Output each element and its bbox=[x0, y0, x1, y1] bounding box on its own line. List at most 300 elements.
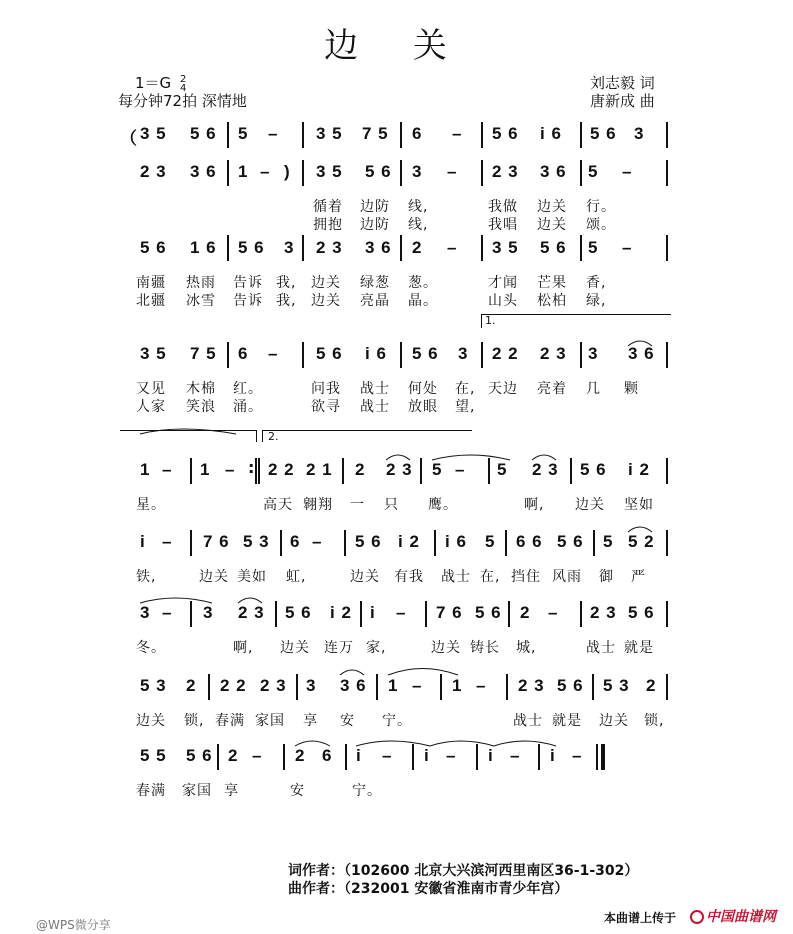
lyric-word: 松柏 bbox=[537, 293, 567, 309]
slur bbox=[356, 741, 430, 746]
note-group: 6 bbox=[238, 344, 249, 363]
lyric-word: 边关 bbox=[431, 640, 461, 656]
barline bbox=[666, 674, 668, 700]
lyric-word: 战士 bbox=[360, 381, 390, 397]
barline bbox=[283, 744, 285, 770]
note-group: 2 3 bbox=[260, 676, 287, 695]
note-group: 5 6 bbox=[186, 746, 213, 765]
note-group: 7 5 bbox=[362, 124, 389, 143]
lyric-word: 坚如 bbox=[624, 497, 654, 513]
note-group: 3 6 bbox=[540, 162, 567, 181]
note-group: – bbox=[452, 124, 463, 143]
note-group: 3 bbox=[140, 603, 151, 622]
lyric-word: 边防 bbox=[360, 217, 390, 233]
lyric-word: 挡住 bbox=[511, 569, 541, 585]
composer-address: 曲作者：（232001 安徽省淮南市青少年宫） bbox=[288, 881, 569, 897]
lyric-word: 只 bbox=[384, 497, 399, 513]
barline bbox=[580, 160, 582, 186]
volta-2-label: 2. bbox=[268, 430, 279, 443]
barline bbox=[570, 458, 572, 484]
note-group: 2 3 bbox=[238, 603, 265, 622]
lyric-word: 冬。 bbox=[136, 640, 166, 656]
lyric-word: 高天 bbox=[263, 497, 293, 513]
note-group: 5 bbox=[497, 460, 508, 479]
note-group: 5 6 bbox=[475, 603, 502, 622]
lyricist-credit: 刘志毅 词 bbox=[590, 74, 655, 92]
barline bbox=[538, 744, 540, 770]
barline bbox=[425, 601, 427, 627]
time-numerator: 2 bbox=[179, 73, 187, 85]
note-group: 2 3 bbox=[532, 460, 559, 479]
barline bbox=[400, 342, 402, 368]
note-group: i 6 bbox=[540, 124, 562, 143]
note-group: – bbox=[455, 460, 466, 479]
volta-2-line bbox=[262, 430, 472, 431]
lyric-word: 家国 bbox=[182, 783, 212, 799]
note-group: 1 6 bbox=[190, 238, 217, 257]
lyric-word: 啊, bbox=[524, 497, 545, 513]
note-group: 5 6 bbox=[140, 238, 167, 257]
upload-note: 本曲谱上传于 bbox=[604, 911, 677, 925]
slur bbox=[430, 741, 494, 746]
note-group: – bbox=[162, 603, 173, 622]
barline bbox=[481, 122, 483, 148]
note-group: 3 5 bbox=[316, 124, 343, 143]
note-group: 2 2 bbox=[492, 344, 519, 363]
lyric-word: 我唱 bbox=[488, 217, 518, 233]
lyric-word: 行。 bbox=[586, 199, 616, 215]
lyric-word: 亮着 bbox=[537, 381, 567, 397]
note-group: 2 3 bbox=[386, 460, 413, 479]
note-group: 6 bbox=[322, 746, 333, 765]
lyric-word: 天边 bbox=[488, 381, 518, 397]
page-title: 边 关 bbox=[324, 26, 469, 66]
lyric-word: 边关 bbox=[350, 569, 380, 585]
note-group: 5 bbox=[485, 532, 496, 551]
lyric-word: 边关 bbox=[537, 199, 567, 215]
lyric-word: 边关 bbox=[575, 497, 605, 513]
note-group: 5 bbox=[432, 460, 443, 479]
lyric-word: 边关 bbox=[311, 293, 341, 309]
barline bbox=[666, 601, 668, 627]
barline bbox=[344, 530, 346, 556]
note-group: 5 6 bbox=[365, 162, 392, 181]
note-group: 1 bbox=[140, 460, 151, 479]
barline bbox=[258, 458, 260, 484]
lyric-word: 边关 bbox=[311, 275, 341, 291]
barline bbox=[593, 530, 595, 556]
note-group: 3 6 bbox=[190, 162, 217, 181]
lyric-word: 何处 bbox=[408, 381, 438, 397]
note-group: 2 bbox=[520, 603, 531, 622]
barline bbox=[217, 744, 219, 770]
note-group: （ bbox=[120, 129, 138, 148]
lyric-word: 边关 bbox=[537, 217, 567, 233]
note-group: – bbox=[476, 676, 487, 695]
lyric-word: 涌。 bbox=[233, 399, 263, 415]
barline bbox=[580, 342, 582, 368]
note-group: – bbox=[446, 746, 457, 765]
lyric-word: 在, bbox=[480, 569, 501, 585]
note-group: 2 3 bbox=[590, 603, 617, 622]
barline bbox=[666, 342, 668, 368]
note-group: 1 bbox=[388, 676, 399, 695]
lyric-word: 铁, bbox=[136, 569, 157, 585]
lyric-word: 翱翔 bbox=[303, 497, 333, 513]
barline bbox=[360, 601, 362, 627]
lyric-word: 战士 bbox=[360, 399, 390, 415]
note-group: 2 3 bbox=[540, 344, 567, 363]
barline bbox=[666, 530, 668, 556]
barline bbox=[434, 530, 436, 556]
barline bbox=[302, 235, 304, 261]
lyric-word: 一 bbox=[350, 497, 365, 513]
note-group: – bbox=[268, 124, 279, 143]
barline bbox=[400, 160, 402, 186]
barline bbox=[592, 674, 594, 700]
note-group: – bbox=[548, 603, 559, 622]
note-group: 5 bbox=[588, 238, 599, 257]
note-group: 5 6 bbox=[557, 532, 584, 551]
barline bbox=[280, 530, 282, 556]
note-group: i bbox=[370, 603, 376, 622]
lyric-word: 亮晶 bbox=[360, 293, 390, 309]
lyric-word: 战士 bbox=[586, 640, 616, 656]
note-group: 2 3 bbox=[316, 238, 343, 257]
note-group: 7 5 bbox=[190, 344, 217, 363]
barline bbox=[580, 122, 582, 148]
lyric-word: 我做 bbox=[488, 199, 518, 215]
note-group: 5 3 bbox=[140, 676, 167, 695]
note-group: – bbox=[162, 460, 173, 479]
barline bbox=[400, 122, 402, 148]
note-group: 5 6 bbox=[557, 676, 584, 695]
note-group: 3 bbox=[634, 124, 645, 143]
note-group: 5 6 bbox=[412, 344, 439, 363]
note-group: – bbox=[268, 344, 279, 363]
barline bbox=[666, 160, 668, 186]
barline bbox=[488, 458, 490, 484]
lyric-word: 边关 bbox=[599, 713, 629, 729]
note-group: 3 6 bbox=[340, 676, 367, 695]
note-group: i 6 bbox=[365, 344, 387, 363]
note-group: i bbox=[488, 746, 494, 765]
barline bbox=[342, 458, 344, 484]
lyric-word: 线, bbox=[408, 199, 429, 215]
lyric-word: 家, bbox=[366, 640, 387, 656]
barline bbox=[580, 235, 582, 261]
note-group: – bbox=[225, 460, 236, 479]
lyric-word: 热雨 bbox=[186, 275, 216, 291]
note-group: 3 bbox=[203, 603, 214, 622]
note-group: – bbox=[622, 238, 633, 257]
composer-credit: 唐新成 曲 bbox=[590, 92, 655, 110]
note-group: 2 2 bbox=[220, 676, 247, 695]
volta-1-end-hook bbox=[256, 430, 257, 442]
lyric-word: 芒果 bbox=[537, 275, 567, 291]
note-group: i 6 bbox=[445, 532, 467, 551]
barline bbox=[275, 601, 277, 627]
barline bbox=[476, 744, 478, 770]
barline bbox=[481, 160, 483, 186]
note-group: 2 2 bbox=[268, 460, 295, 479]
lyric-word: 人家 bbox=[136, 399, 166, 415]
lyric-word: 才闻 bbox=[488, 275, 518, 291]
note-group: – bbox=[396, 603, 407, 622]
note-group: – bbox=[622, 162, 633, 181]
lyric-word: 铸长 bbox=[470, 640, 500, 656]
note-group: – bbox=[447, 162, 458, 181]
final-barline bbox=[601, 744, 605, 770]
note-group: 5 6 bbox=[238, 238, 265, 257]
volta-1-line bbox=[481, 314, 671, 315]
note-group: 5 bbox=[238, 124, 249, 143]
note-group: 2 bbox=[228, 746, 239, 765]
volta-1-label: 1. bbox=[485, 314, 496, 327]
note-group: 2 bbox=[412, 238, 423, 257]
lyric-word: 享 bbox=[303, 713, 318, 729]
lyric-word: 红。 bbox=[233, 381, 263, 397]
barline bbox=[400, 235, 402, 261]
note-group: i 2 bbox=[628, 460, 650, 479]
barline bbox=[227, 235, 229, 261]
slur bbox=[494, 741, 556, 746]
note-group: ) bbox=[284, 162, 291, 181]
note-group: – bbox=[260, 162, 271, 181]
slur bbox=[140, 598, 212, 603]
lyric-word: 告诉 bbox=[233, 293, 263, 309]
note-group: 6 bbox=[290, 532, 301, 551]
note-group: – bbox=[382, 746, 393, 765]
note-group: 7 6 bbox=[436, 603, 463, 622]
volta-2-hook bbox=[262, 430, 263, 442]
note-group: 3 bbox=[284, 238, 295, 257]
site-logo-icon bbox=[690, 910, 704, 924]
lyric-word: 晶。 bbox=[408, 293, 438, 309]
note-group: 2 bbox=[295, 746, 306, 765]
barline bbox=[296, 674, 298, 700]
note-group: 3 bbox=[412, 162, 423, 181]
barline bbox=[302, 342, 304, 368]
lyric-word: 安 bbox=[290, 783, 305, 799]
slur bbox=[340, 670, 364, 675]
note-group: 6 6 bbox=[516, 532, 543, 551]
repeat-dots: : bbox=[248, 458, 255, 477]
lyric-word: 颗 bbox=[624, 381, 639, 397]
lyric-word: 连万 bbox=[324, 640, 354, 656]
note-group: 5 6 bbox=[492, 124, 519, 143]
note-group: 5 2 bbox=[628, 532, 655, 551]
lyric-word: 就是 bbox=[552, 713, 582, 729]
note-group: 2 3 bbox=[140, 162, 167, 181]
note-group: i 2 bbox=[398, 532, 420, 551]
note-group: 5 3 bbox=[603, 676, 630, 695]
lyric-word: 锁, bbox=[184, 713, 205, 729]
site-logo-text: 中国曲谱网 bbox=[706, 909, 776, 925]
barline bbox=[440, 674, 442, 700]
barline bbox=[666, 458, 668, 484]
note-group: 5 6 bbox=[355, 532, 382, 551]
lyric-word: 绿葱 bbox=[360, 275, 390, 291]
barline bbox=[420, 458, 422, 484]
barline bbox=[505, 530, 507, 556]
note-group: 5 bbox=[603, 532, 614, 551]
note-group: 3 bbox=[458, 344, 469, 363]
lyric-word: 严 bbox=[631, 569, 646, 585]
lyric-word: 战士 bbox=[441, 569, 471, 585]
note-group: – bbox=[572, 746, 583, 765]
lyric-word: 拥抱 bbox=[313, 217, 343, 233]
barline bbox=[376, 674, 378, 700]
note-group: 2 1 bbox=[306, 460, 333, 479]
note-group: 5 5 bbox=[140, 746, 167, 765]
note-group: 3 6 bbox=[365, 238, 392, 257]
key-label: 1＝G bbox=[135, 74, 172, 92]
lyric-word: 放眼 bbox=[408, 399, 438, 415]
note-group: 3 5 bbox=[140, 124, 167, 143]
lyric-word: 我, bbox=[276, 275, 297, 291]
lyric-word: 美如 bbox=[237, 569, 267, 585]
wps-watermark: @WPS微分享 bbox=[36, 918, 111, 932]
barline bbox=[508, 601, 510, 627]
note-group: 5 3 bbox=[243, 532, 270, 551]
time-denominator: 4 bbox=[179, 82, 187, 94]
note-group: i bbox=[356, 746, 362, 765]
lyric-word: 啊, bbox=[233, 640, 254, 656]
barline bbox=[302, 160, 304, 186]
barline bbox=[481, 342, 483, 368]
lyric-word: 香, bbox=[586, 275, 607, 291]
barline bbox=[345, 744, 347, 770]
lyric-word: 战士 bbox=[513, 713, 543, 729]
lyric-word: 几 bbox=[586, 381, 601, 397]
barline bbox=[227, 160, 229, 186]
barline bbox=[596, 744, 598, 770]
site-logo bbox=[690, 906, 776, 926]
note-group: – bbox=[162, 532, 173, 551]
note-group: 1 bbox=[452, 676, 463, 695]
lyric-word: 虹, bbox=[286, 569, 307, 585]
barline bbox=[412, 744, 414, 770]
note-group: 5 6 bbox=[316, 344, 343, 363]
lyric-word: 享 bbox=[224, 783, 239, 799]
lyric-word: 家国 bbox=[255, 713, 285, 729]
note-group: 5 6 bbox=[285, 603, 312, 622]
lyric-word: 我, bbox=[276, 293, 297, 309]
lyric-word: 南疆 bbox=[136, 275, 166, 291]
note-group: 3 bbox=[306, 676, 317, 695]
lyric-word: 笑浪 bbox=[186, 399, 216, 415]
lyric-word: 问我 bbox=[311, 381, 341, 397]
note-group: 3 5 bbox=[316, 162, 343, 181]
note-group: 2 bbox=[186, 676, 197, 695]
lyric-word: 有我 bbox=[394, 569, 424, 585]
lyric-word: 风雨 bbox=[552, 569, 582, 585]
lyric-word: 颂。 bbox=[586, 217, 616, 233]
lyric-word: 鹰。 bbox=[428, 497, 458, 513]
note-group: i 2 bbox=[330, 603, 352, 622]
note-group: 3 bbox=[588, 344, 599, 363]
note-group: i bbox=[140, 532, 146, 551]
note-group: – bbox=[447, 238, 458, 257]
lyric-word: 木棉 bbox=[186, 381, 216, 397]
note-group: – bbox=[252, 746, 263, 765]
note-group: 1 bbox=[238, 162, 249, 181]
note-group: – bbox=[412, 676, 423, 695]
lyric-word: 御 bbox=[599, 569, 614, 585]
barline bbox=[190, 601, 192, 627]
lyric-word: 宁。 bbox=[382, 713, 412, 729]
barline bbox=[302, 122, 304, 148]
barline bbox=[481, 235, 483, 261]
lyric-word: 北疆 bbox=[136, 293, 166, 309]
lyric-word: 在, bbox=[455, 381, 476, 397]
note-group: 5 6 bbox=[190, 124, 217, 143]
barline bbox=[227, 342, 229, 368]
note-group: 5 6 bbox=[540, 238, 567, 257]
tempo-marking: 每分钟72拍 深情地 bbox=[118, 92, 247, 110]
lyric-word: 边防 bbox=[360, 199, 390, 215]
note-group: 2 bbox=[355, 460, 366, 479]
lyric-word: 山头 bbox=[488, 293, 518, 309]
lyric-word: 安 bbox=[340, 713, 355, 729]
lyric-word: 绿, bbox=[586, 293, 607, 309]
lyric-word: 锁, bbox=[644, 713, 665, 729]
lyricist-address: 词作者：（102600 北京大兴滨河西里南区36-1-302） bbox=[288, 863, 639, 879]
lyric-word: 欲寻 bbox=[311, 399, 341, 415]
barline bbox=[227, 122, 229, 148]
lyric-word: 春满 bbox=[136, 783, 166, 799]
note-group: 3 5 bbox=[492, 238, 519, 257]
note-group: 2 3 bbox=[518, 676, 545, 695]
lyric-word: 循着 bbox=[313, 199, 343, 215]
volta-1-end-line bbox=[120, 430, 257, 431]
lyric-word: 告诉 bbox=[233, 275, 263, 291]
note-group: i bbox=[550, 746, 556, 765]
slur bbox=[388, 669, 458, 676]
barline bbox=[255, 458, 257, 484]
lyric-word: 边关 bbox=[280, 640, 310, 656]
note-group: 3 6 bbox=[628, 344, 655, 363]
lyric-word: 冰雪 bbox=[186, 293, 216, 309]
lyric-word: 边关 bbox=[199, 569, 229, 585]
barline bbox=[506, 674, 508, 700]
note-group: i bbox=[424, 746, 430, 765]
lyric-word: 就是 bbox=[624, 640, 654, 656]
note-group: 5 6 bbox=[628, 603, 655, 622]
barline bbox=[190, 530, 192, 556]
barline bbox=[666, 235, 668, 261]
volta-1-hook bbox=[481, 314, 482, 328]
lyric-word: 又见 bbox=[136, 381, 166, 397]
lyric-word: 春满 bbox=[215, 713, 245, 729]
barline bbox=[208, 674, 210, 700]
barline bbox=[190, 458, 192, 484]
note-group: 2 3 bbox=[492, 162, 519, 181]
lyric-word: 城, bbox=[516, 640, 537, 656]
note-group: 5 6 bbox=[590, 124, 617, 143]
note-group: 5 bbox=[588, 162, 599, 181]
note-group: 1 bbox=[200, 460, 211, 479]
barline bbox=[666, 122, 668, 148]
note-group: – bbox=[312, 532, 323, 551]
note-group: 3 5 bbox=[140, 344, 167, 363]
note-group: – bbox=[510, 746, 521, 765]
note-group: 5 6 bbox=[580, 460, 607, 479]
lyric-word: 边关 bbox=[136, 713, 166, 729]
lyric-word: 宁。 bbox=[352, 783, 382, 799]
note-group: 6 bbox=[412, 124, 423, 143]
